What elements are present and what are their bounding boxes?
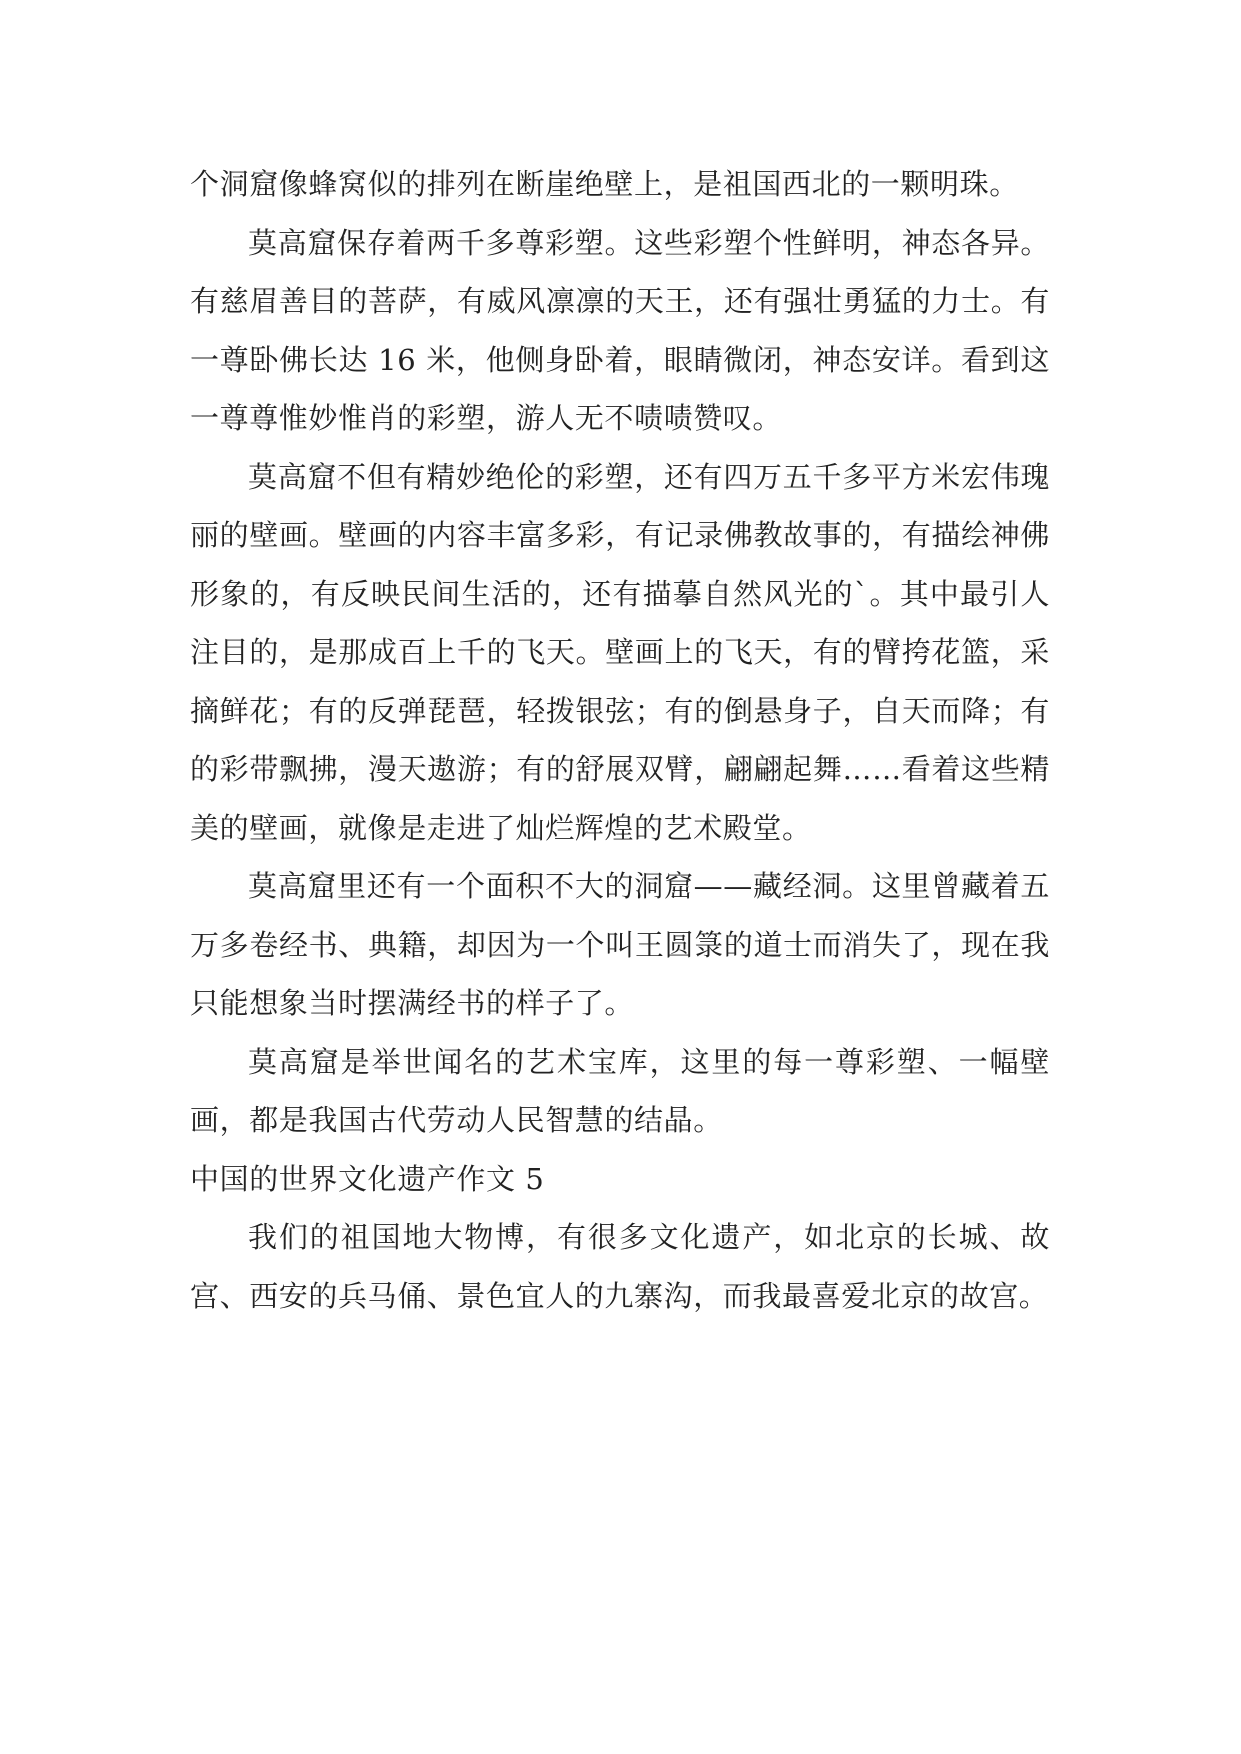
essay-heading: 中国的世界文化遗产作文 5 <box>190 1161 545 1196</box>
paragraph-murals: 莫高窟不但有精妙绝伦的彩塑，还有四万五千多平方米宏伟瑰丽的壁画。壁画的内容丰富多彩，有记录佛教故事的，有描绘神佛形象的，有反映民间生活的，还有描摹自然风光的`。其中最引人注目的，是那成百上千的飞天。壁画上的飞天，有的臂挎花篮，采摘鲜花；有的反弹琵琶，轻拨银弦；有的倒悬身子，自天而降；有的彩带飘拂，漫天遨游；有的舒展双臂，翩翩起舞……看着这些精美的壁画，就像是走进了灿烂辉煌的艺术殿堂。 <box>190 459 1050 845</box>
paragraph-painted-sculptures: 莫高窟保存着两千多尊彩塑。这些彩塑个性鲜明，神态各异。有慈眉善目的菩萨，有威风凛凛的天王，还有强壮勇猛的力士。有一尊卧佛长达 16 米，他侧身卧着，眼睛微闭，神态安详。看到这一尊尊惟妙惟肖的彩塑，游人无不啧啧赞叹。 <box>190 225 1050 435</box>
paragraph-scripture-cave: 莫高窟里还有一个面积不大的洞窟——藏经洞。这里曾藏着五万多卷经书、典籍，却因为一个叫王圆箓的道士而消失了，现在我只能想象当时摆满经书的样子了。 <box>190 869 1050 1020</box>
paragraph-grottoes-intro: 个洞窟像蜂窝似的排列在断崖绝壁上，是祖国西北的一颗明珠。 <box>190 167 1019 201</box>
document-body <box>190 155 1050 1325</box>
paragraph-art-treasure: 莫高窟是举世闻名的艺术宝库，这里的每一尊彩塑、一幅壁画，都是我国古代劳动人民智慧的结晶。 <box>190 1044 1050 1137</box>
paragraph-forbidden-city: 我们的祖国地大物博，有很多文化遗产，如北京的长城、故宫、西安的兵马俑、景色宜人的九寨沟，而我最喜爱北京的故宫。 <box>190 1220 1050 1313</box>
